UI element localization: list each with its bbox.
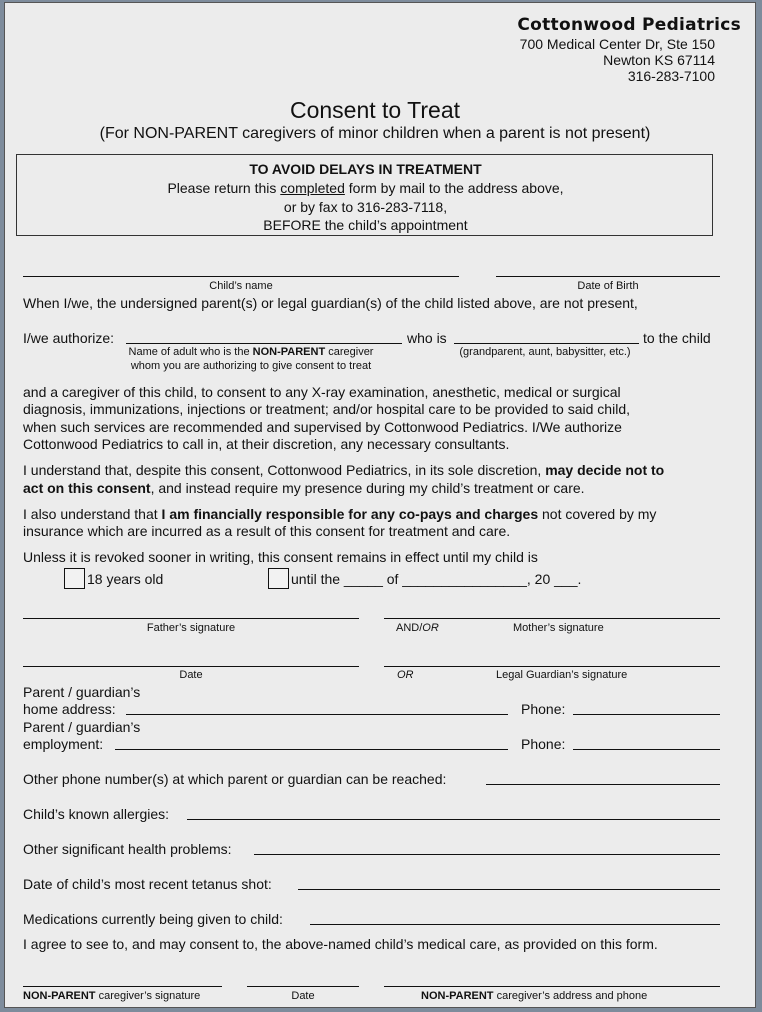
caregiver-address-post: caregiver’s address and phone <box>493 990 648 1002</box>
home-address-field[interactable] <box>126 714 508 715</box>
para3-bold: I am financially responsible for any co-pays and charges <box>161 506 539 522</box>
caregiver-address-bold: NON-PARENT <box>421 990 494 1002</box>
adult-name-hint-line2: whom you are authorizing to give consent to treat <box>130 360 372 372</box>
date-of-birth-label: Date of Birth <box>577 280 639 292</box>
fathers-signature-label: Father’s signature <box>146 622 236 634</box>
authorize-label: I/we authorize: <box>23 330 115 346</box>
notice-line2: or by fax to 316-283-7118, <box>283 199 448 215</box>
notice-line1-pre: Please return this <box>167 180 281 196</box>
other-phone-label: Other phone number(s) at which parent or guardian can be reached: <box>23 771 447 787</box>
caregiver-address-field[interactable] <box>384 986 720 987</box>
notice-line1 <box>17 180 714 196</box>
legal-guardian-signature-field[interactable] <box>384 666 720 667</box>
adult-name-field[interactable] <box>126 343 402 344</box>
option-until-label: until the _____ of ________________, 20 ___. <box>291 571 582 587</box>
employment-field[interactable] <box>115 749 508 750</box>
caregiver-signature-label <box>23 990 200 1002</box>
para1-line4: Cottonwood Pediatrics to call in, at their discretion, any necessary consultants. <box>23 436 510 452</box>
caregiver-signature-post: caregiver’s signature <box>95 990 201 1002</box>
caregiver-date-field[interactable] <box>247 986 359 987</box>
para3-line2: insurance which are incurred as a result of this consent for treatment and care. <box>23 523 511 539</box>
adult-name-hint-bold: NON-PARENT <box>252 346 326 358</box>
employment-label-line1: Parent / guardian’s <box>23 719 141 735</box>
notice-box <box>16 154 713 236</box>
or-label: OR <box>422 622 439 634</box>
signature-date-label: Date <box>179 669 203 681</box>
tetanus-label: Date of child’s most recent tetanus shot: <box>23 876 272 892</box>
adult-name-hint <box>91 346 411 358</box>
home-address-label-line1: Parent / guardian’s <box>23 684 141 700</box>
agree-text: I agree to see to, and may consent to, the above-named child’s medical care, as provided on this form. <box>23 936 658 952</box>
notice-line3: BEFORE the child’s appointment <box>263 217 468 233</box>
para1-line3: when such services are recommended and supervised by Cottonwood Pediatrics. I/We authorize <box>23 419 622 435</box>
clinic-address-line2: Newton KS 67114 <box>603 52 715 68</box>
tetanus-field[interactable] <box>298 889 720 890</box>
legal-guardian-label: Legal Guardian’s signature <box>496 669 628 681</box>
intro-text: When I/we, the undersigned parent(s) or legal guardian(s) of the child listed above, are not present, <box>23 295 638 311</box>
para2-bold1: may decide not to <box>545 462 665 478</box>
caregiver-address-label <box>421 990 647 1002</box>
adult-name-hint-post: caregiver <box>325 346 374 358</box>
para1-line2: diagnosis, immunizations, injections or treatment; and/or hospital care to be provided to said child, <box>23 401 630 417</box>
childs-name-field[interactable] <box>23 276 459 277</box>
para2-line2 <box>23 480 585 496</box>
home-phone-label: Phone: <box>521 701 566 717</box>
clinic-phone: 316-283-7100 <box>627 68 715 84</box>
para2-line1 <box>23 462 664 478</box>
or-guardian-label: OR <box>397 669 414 681</box>
option-18-label: 18 years old <box>87 571 164 587</box>
to-the-child-label: to the child <box>643 330 711 346</box>
medications-label: Medications currently being given to child: <box>23 911 283 927</box>
relationship-hint: (grandparent, aunt, babysitter, etc.) <box>459 346 631 358</box>
fathers-signature-field[interactable] <box>23 618 359 619</box>
and-or-label <box>396 622 439 634</box>
relationship-field[interactable] <box>454 343 639 344</box>
adult-name-hint-pre: Name of adult who is the <box>128 346 253 358</box>
para3-post: not covered by my <box>538 506 657 522</box>
other-phone-field[interactable] <box>486 784 720 785</box>
form-subtitle: (For NON-PARENT caregivers of minor children when a parent is not present) <box>99 125 651 142</box>
form-title: Consent to Treat <box>289 97 461 123</box>
caregiver-signature-bold: NON-PARENT <box>23 990 96 1002</box>
employment-phone-label: Phone: <box>521 736 566 752</box>
home-address-label-line2: home address: <box>23 701 116 717</box>
mothers-signature-label: Mother’s signature <box>513 622 604 634</box>
para3-line1 <box>23 506 656 522</box>
clinic-name: Cottonwood Pediatrics <box>517 15 741 35</box>
para3-pre: I also understand that <box>23 506 162 522</box>
health-problems-field[interactable] <box>254 854 720 855</box>
revoke-text: Unless it is revoked sooner in writing, this consent remains in effect until my child is <box>23 549 538 565</box>
para2-post: , and instead require my presence during my child’s treatment or care. <box>150 480 585 496</box>
employment-phone-field[interactable] <box>573 749 720 750</box>
employment-label-line2: employment: <box>23 736 104 752</box>
date-of-birth-field[interactable] <box>496 276 720 277</box>
childs-name-label: Child’s name <box>209 280 273 292</box>
consent-form-page <box>4 2 756 1008</box>
para1-line1: and a caregiver of this child, to consent to any X-ray examination, anesthetic, medical or surgical <box>23 384 621 400</box>
clinic-address-line1: 700 Medical Center Dr, Ste 150 <box>519 36 715 52</box>
caregiver-signature-field[interactable] <box>23 986 222 987</box>
medications-field[interactable] <box>310 924 720 925</box>
checkbox-until-date[interactable] <box>268 568 289 589</box>
allergies-field[interactable] <box>187 819 720 820</box>
notice-heading: TO AVOID DELAYS IN TREATMENT <box>249 161 482 177</box>
caregiver-date-label: Date <box>291 990 315 1002</box>
para2-pre: I understand that, despite this consent, Cottonwood Pediatrics, in its sole discretion, <box>23 462 546 478</box>
signature-date-field[interactable] <box>23 666 359 667</box>
health-problems-label: Other significant health problems: <box>23 841 232 857</box>
checkbox-18-years[interactable] <box>64 568 85 589</box>
notice-line1-post: form by mail to the address above, <box>344 180 564 196</box>
and-label: AND/ <box>396 622 423 634</box>
notice-completed: completed <box>280 180 345 196</box>
who-is-label: who is <box>407 330 447 346</box>
mothers-signature-field[interactable] <box>384 618 720 619</box>
allergies-label: Child’s known allergies: <box>23 806 170 822</box>
home-phone-field[interactable] <box>573 714 720 715</box>
para2-bold2: act on this consent <box>23 480 151 496</box>
